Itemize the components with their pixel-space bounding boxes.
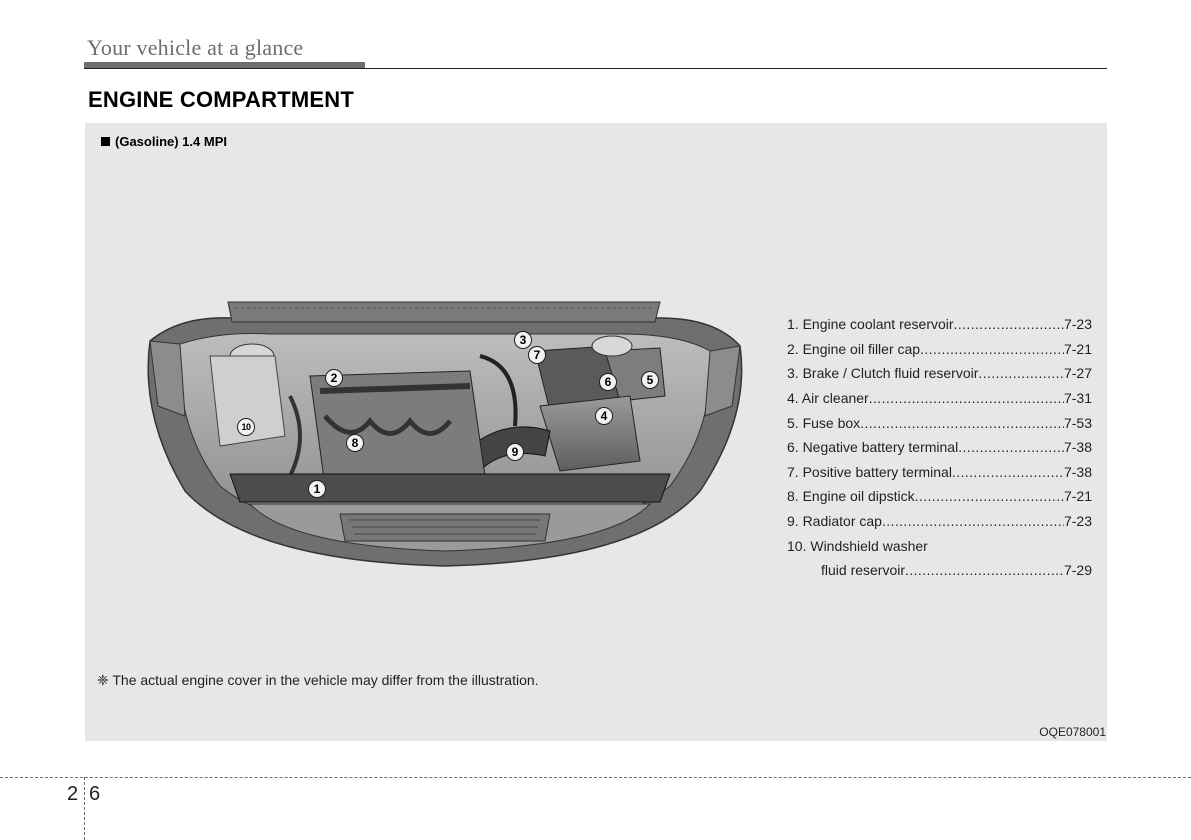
engine-variant-text: (Gasoline) 1.4 MPI — [115, 134, 227, 149]
callout-9: 9 — [506, 443, 524, 461]
callout-2: 2 — [325, 369, 343, 387]
callout-7: 7 — [528, 346, 546, 364]
figure-code: OQE078001 — [1039, 725, 1106, 739]
footer-dashed-rule — [0, 777, 1191, 778]
legend-item: 10. Windshield washer — [787, 537, 928, 554]
legend-item: 1. Engine coolant reservoir ..... 7-23 — [787, 312, 1092, 337]
callout-4: 4 — [595, 407, 613, 425]
legend-item: 2. Engine oil filler cap ..... 7-21 — [787, 337, 1092, 362]
legend-item: 4. Air cleaner ..... 7-31 — [787, 386, 1092, 411]
legend-item: 6. Negative battery terminal ..... 7-38 — [787, 435, 1092, 460]
square-bullet-icon — [101, 137, 110, 146]
legend-item: 9. Radiator cap ..... 7-23 — [787, 509, 1092, 534]
callout-5: 5 — [641, 371, 659, 389]
engine-variant-label — [101, 134, 227, 149]
legend-item: 3. Brake / Clutch fluid reservoir ..... 7-27 — [787, 361, 1092, 386]
legend-item: 8. Engine oil dipstick ..... 7-21 — [787, 484, 1092, 509]
callout-10: 10 — [237, 418, 255, 436]
header-rule — [84, 68, 1107, 69]
illustration-note: ❈ The actual engine cover in the vehicle may differ from the illustration. — [97, 672, 539, 688]
callout-3: 3 — [514, 331, 532, 349]
callout-1: 1 — [308, 480, 326, 498]
legend-item-continuation: fluid reservoir ..... 7-29 — [787, 558, 1092, 583]
footer-dashed-divider — [84, 777, 85, 840]
page-number: 6 — [89, 783, 101, 805]
component-legend — [787, 312, 1092, 583]
callout-8: 8 — [346, 434, 364, 452]
callout-6: 6 — [599, 373, 617, 391]
section-title: ENGINE COMPARTMENT — [88, 87, 354, 112]
engine-compartment-illustration — [140, 296, 750, 571]
chapter-number: 2 — [67, 783, 79, 805]
legend-item: 5. Fuse box ..... 7-53 — [787, 410, 1092, 435]
running-header: Your vehicle at a glance — [87, 35, 304, 60]
legend-item: 7. Positive battery terminal ..... 7-38 — [787, 460, 1092, 485]
